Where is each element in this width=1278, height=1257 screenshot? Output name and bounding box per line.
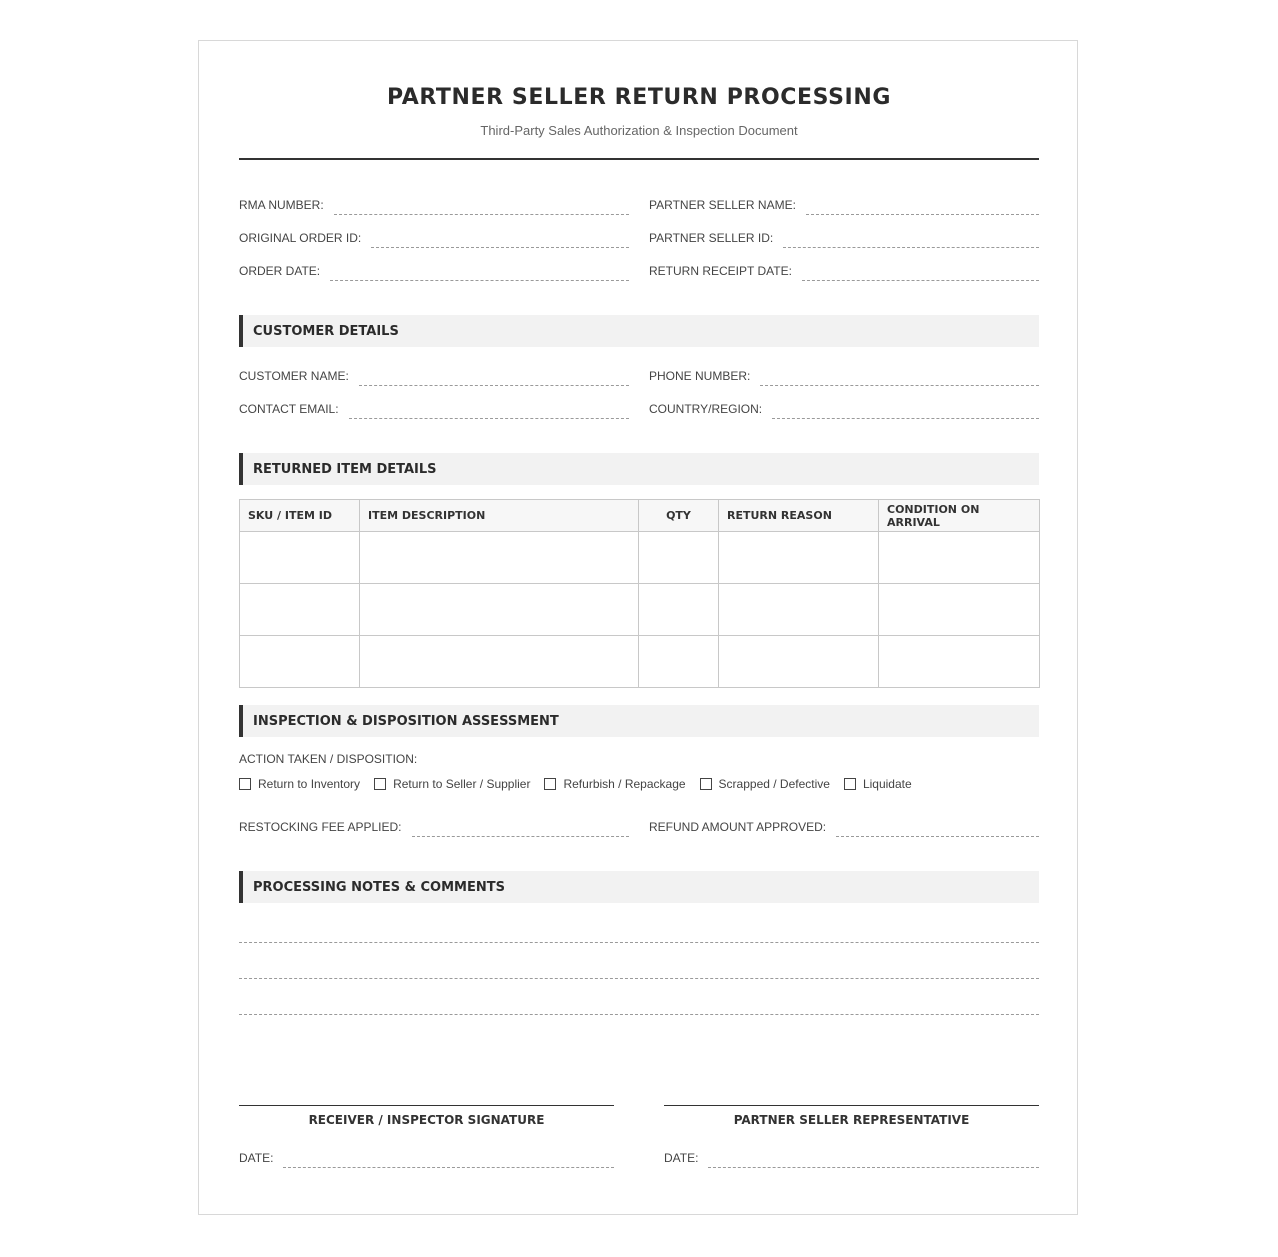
receiver-signature-caption: RECEIVER / INSPECTOR SIGNATURE (308, 1113, 545, 1127)
table-row (240, 636, 1040, 688)
restocking-fee-field[interactable] (239, 815, 629, 835)
table-cell[interactable] (639, 584, 719, 636)
table-cell[interactable] (639, 532, 719, 584)
table-cell[interactable] (719, 584, 879, 636)
table-cell[interactable] (360, 532, 639, 584)
table-cell[interactable] (879, 584, 1040, 636)
table-cell[interactable] (719, 636, 879, 688)
order-date-field[interactable] (239, 259, 629, 279)
checkbox[interactable] (844, 778, 856, 790)
checkbox[interactable] (700, 778, 712, 790)
notes-line[interactable] (239, 1014, 1039, 1015)
option-label: Return to Seller / Supplier (393, 777, 531, 791)
refund-amount-line[interactable] (836, 822, 1039, 837)
receiver-date-line[interactable] (283, 1153, 614, 1168)
table-cell[interactable] (240, 584, 360, 636)
partner-date-line[interactable] (708, 1153, 1039, 1168)
table-cell[interactable] (240, 532, 360, 584)
table-row (240, 584, 1040, 636)
restocking-fee-line[interactable] (412, 822, 630, 837)
order-date-line[interactable] (330, 266, 629, 281)
restocking-fee-label: RESTOCKING FEE APPLIED: (239, 820, 402, 834)
table-row (240, 532, 1040, 584)
option-label: Liquidate (862, 777, 912, 791)
returned-items-table (239, 499, 1040, 688)
disposition-options (239, 777, 926, 791)
return-receipt-date-field[interactable] (649, 259, 1039, 279)
return-receipt-date-label: RETURN RECEIPT DATE: (649, 264, 792, 278)
refund-amount-field[interactable] (649, 815, 1039, 835)
partner-seller-id-field[interactable] (649, 226, 1039, 246)
column-header-reason: RETURN REASON (719, 500, 879, 532)
partner-seller-id-line[interactable] (783, 233, 1039, 248)
partner-date-field[interactable] (664, 1146, 1039, 1166)
partner-date-label: DATE: (664, 1151, 699, 1165)
customer-name-field[interactable] (239, 364, 629, 384)
table-cell[interactable] (360, 636, 639, 688)
option-label: Refurbish / Repackage (563, 777, 686, 791)
column-header-description: ITEM DESCRIPTION (360, 500, 639, 532)
partner-seller-name-field[interactable] (649, 193, 1039, 213)
phone-number-label: PHONE NUMBER: (649, 369, 751, 383)
action-taken-label: ACTION TAKEN / DISPOSITION: (239, 752, 418, 766)
receiver-date-label: DATE: (239, 1151, 274, 1165)
returned-items-title: RETURNED ITEM DETAILS (253, 461, 437, 477)
original-order-id-label: ORIGINAL ORDER ID: (239, 231, 362, 245)
column-header-condition: CONDITION ON ARRIVAL (879, 500, 1040, 532)
partner-signature-block (664, 1105, 1039, 1127)
partner-seller-id-label: PARTNER SELLER ID: (649, 231, 774, 245)
contact-email-label: CONTACT EMAIL: (239, 402, 339, 416)
option-refurbish[interactable] (544, 777, 685, 791)
checkbox[interactable] (239, 778, 251, 790)
notes-line[interactable] (239, 978, 1039, 979)
table-cell[interactable] (240, 636, 360, 688)
inspection-header (239, 705, 1039, 737)
partner-seller-name-label: PARTNER SELLER NAME: (649, 198, 796, 212)
option-label: Return to Inventory (258, 777, 361, 791)
contact-email-field[interactable] (239, 397, 629, 417)
phone-number-field[interactable] (649, 364, 1039, 384)
option-label: Scrapped / Defective (718, 777, 830, 791)
inspection-title: INSPECTION & DISPOSITION ASSESSMENT (253, 713, 559, 729)
table-cell[interactable] (879, 636, 1040, 688)
document-title: PARTNER SELLER RETURN PROCESSING (386, 85, 892, 110)
column-header-qty: QTY (639, 500, 719, 532)
table-header-row (240, 500, 1040, 532)
original-order-id-field[interactable] (239, 226, 629, 246)
option-return-to-inventory[interactable] (239, 777, 360, 791)
column-header-sku: SKU / ITEM ID (240, 500, 360, 532)
customer-name-line[interactable] (359, 371, 629, 386)
refund-amount-label: REFUND AMOUNT APPROVED: (649, 820, 827, 834)
notes-header (239, 871, 1039, 903)
rma-number-label: RMA NUMBER: (239, 198, 324, 212)
rma-number-field[interactable] (239, 193, 629, 213)
checkbox[interactable] (374, 778, 386, 790)
original-order-id-line[interactable] (371, 233, 629, 248)
customer-name-label: CUSTOMER NAME: (239, 369, 349, 383)
receiver-signature-line[interactable] (239, 1105, 614, 1106)
customer-details-header (239, 315, 1039, 347)
returned-items-header (239, 453, 1039, 485)
table-cell[interactable] (639, 636, 719, 688)
partner-signature-caption: PARTNER SELLER REPRESENTATIVE (733, 1113, 970, 1127)
partner-seller-name-line[interactable] (806, 200, 1039, 215)
title-divider (239, 158, 1039, 160)
contact-email-line[interactable] (349, 404, 629, 419)
checkbox[interactable] (544, 778, 556, 790)
country-region-label: COUNTRY/REGION: (649, 402, 763, 416)
partner-signature-line[interactable] (664, 1105, 1039, 1106)
customer-details-title: CUSTOMER DETAILS (253, 323, 399, 339)
table-cell[interactable] (360, 584, 639, 636)
notes-line[interactable] (239, 942, 1039, 943)
document-subtitle: Third-Party Sales Authorization & Inspection Document (480, 123, 798, 138)
receiver-signature-block (239, 1105, 614, 1127)
order-date-label: ORDER DATE: (239, 264, 321, 278)
receiver-date-field[interactable] (239, 1146, 614, 1166)
phone-number-line[interactable] (760, 371, 1039, 386)
return-receipt-date-line[interactable] (802, 266, 1039, 281)
option-liquidate[interactable] (844, 777, 912, 791)
option-return-to-seller[interactable] (374, 777, 530, 791)
country-region-field[interactable] (649, 397, 1039, 417)
table-cell[interactable] (879, 532, 1040, 584)
option-scrapped[interactable] (700, 777, 830, 791)
country-region-line[interactable] (772, 404, 1039, 419)
table-cell[interactable] (719, 532, 879, 584)
notes-title: PROCESSING NOTES & COMMENTS (253, 879, 505, 895)
rma-number-line[interactable] (334, 200, 629, 215)
form-sheet (198, 40, 1078, 1215)
